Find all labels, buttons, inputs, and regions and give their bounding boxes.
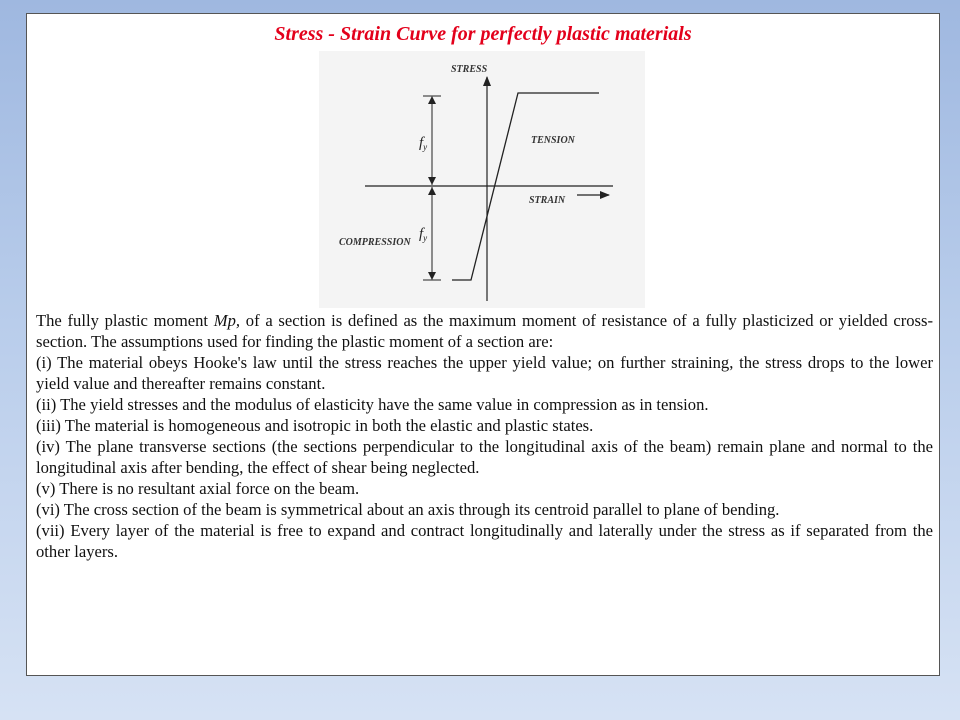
assumption-item: (vi) The cross section of the beam is symmetrical about an axis through its centroid parallel to plane of bending. bbox=[36, 500, 780, 519]
intro-paragraph bbox=[36, 310, 933, 352]
intro-mp-term: Mp, bbox=[213, 311, 241, 330]
body-text bbox=[36, 310, 933, 562]
tension-label: TENSION bbox=[531, 135, 575, 146]
fy-lower-label: $f_y$ bbox=[419, 226, 428, 243]
stress-strain-figure bbox=[319, 51, 645, 308]
intro-text-end: of a section is defined as the maximum moment of resistance of a fully plasticized or yielded cross-section. The assumptions used for finding the plastic moment of a section are: bbox=[36, 311, 933, 351]
fy-lower-arrow-top bbox=[428, 187, 436, 195]
stress-label: STRESS bbox=[451, 64, 488, 75]
assumption-item: (ii) The yield stresses and the modulus of elasticity have the same value in compression as in tension. bbox=[36, 395, 709, 414]
intro-text-start: The fully plastic moment bbox=[36, 311, 214, 330]
slide-title: Stress - Strain Curve for perfectly plastic materials bbox=[274, 23, 692, 45]
assumption-item: (vii) Every layer of the material is free to expand and contract longitudinally and laterally under the stress as if separated from the other layers. bbox=[36, 521, 933, 561]
assumption-item: (i) The material obeys Hooke's law until the stress reaches the upper yield value; on further straining, the stress drops to the lower yield value and thereafter remains constant. bbox=[36, 353, 933, 393]
assumption-item: (iv) The plane transverse sections (the sections perpendicular to the longitudinal axis of the beam) remain plane and normal to the longitudinal axis after bending, the effect of shear being neglected. bbox=[36, 437, 933, 477]
stress-strain-diagram bbox=[319, 51, 645, 308]
fy-upper-arrow-bottom bbox=[428, 177, 436, 185]
fy-upper-arrow-top bbox=[428, 96, 436, 104]
fy-upper-label: $f_y$ bbox=[419, 135, 428, 152]
assumption-item: (v) There is no resultant axial force on the beam. bbox=[36, 479, 360, 498]
slide-content-box bbox=[26, 13, 940, 676]
assumption-item: (iii) The material is homogeneous and isotropic in both the elastic and plastic states. bbox=[36, 416, 594, 435]
compression-label: COMPRESSION bbox=[339, 237, 411, 248]
strain-label: STRAIN bbox=[529, 195, 566, 206]
fy-lower-arrow-bottom bbox=[428, 272, 436, 280]
